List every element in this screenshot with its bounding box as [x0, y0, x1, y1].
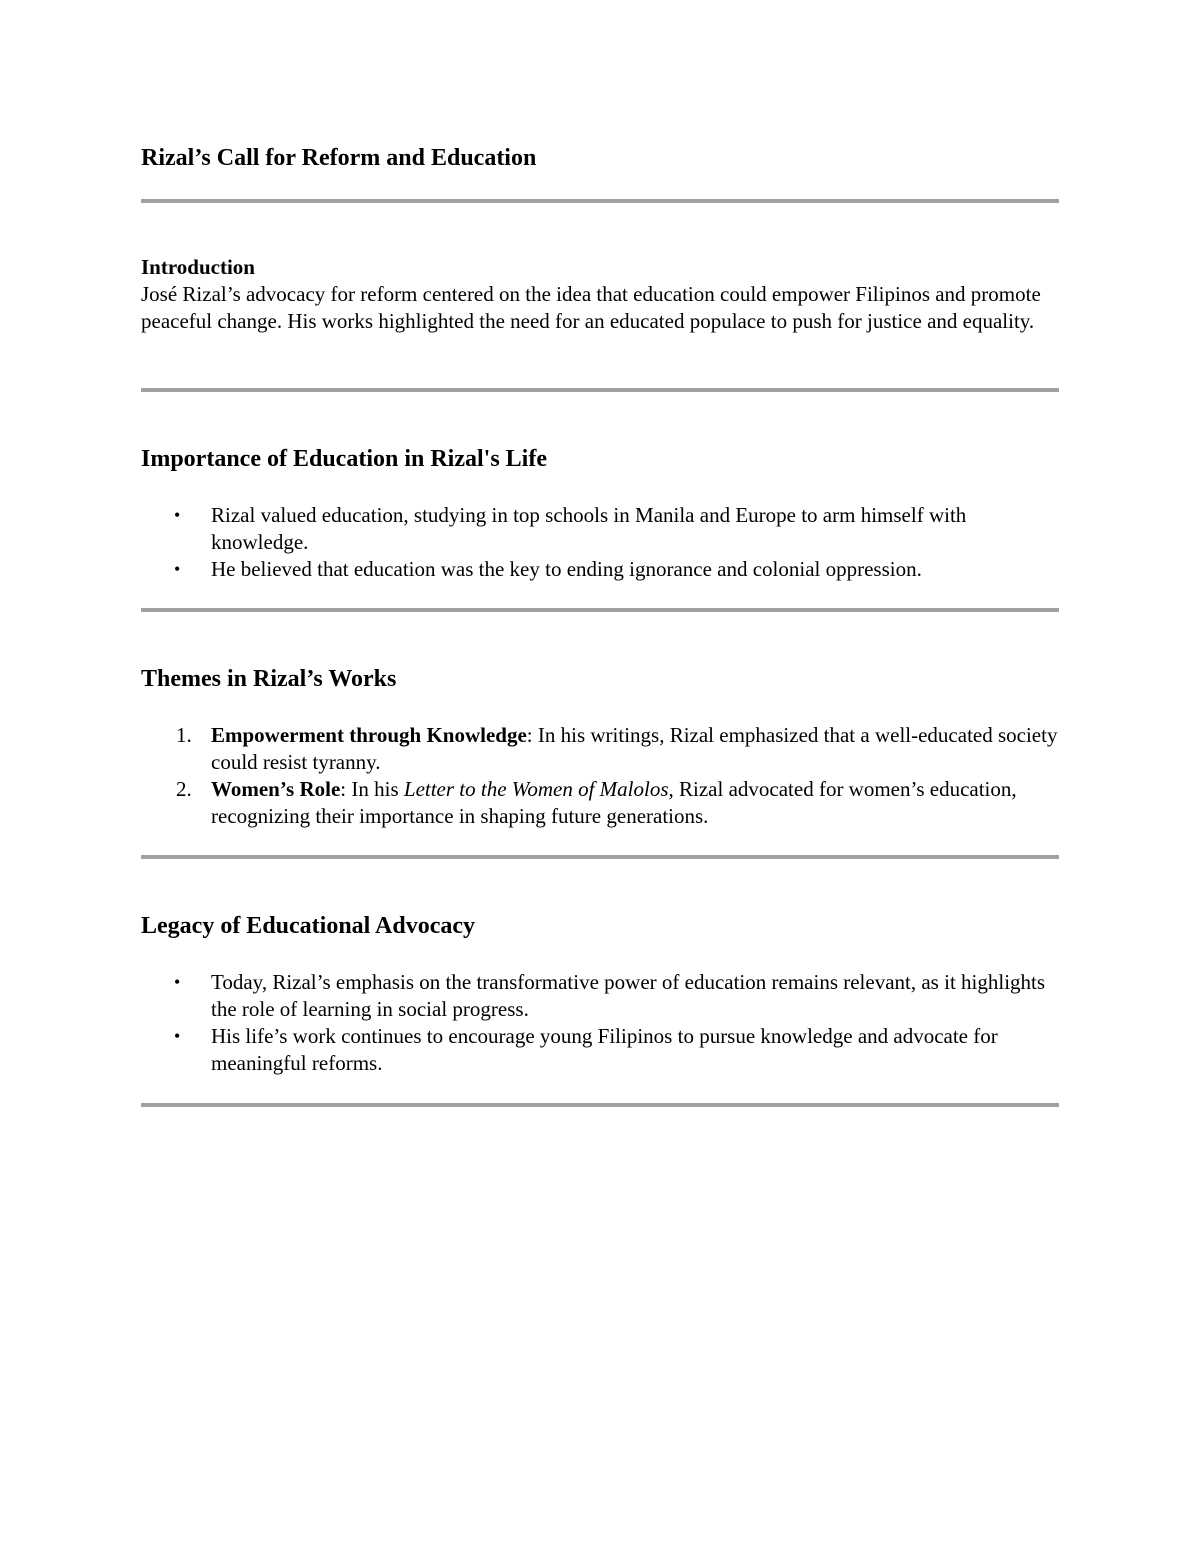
- letter-title: Letter to the Women of Malolos: [403, 777, 669, 801]
- introduction-heading: Introduction: [141, 255, 255, 279]
- list-item: [141, 1023, 1059, 1077]
- list-item-text: Today, Rizal’s emphasis on the transformative power of education remains relevant, as it highlights the role of learning in social progress.: [211, 970, 1046, 1021]
- legacy-heading: Legacy of Educational Advocacy: [141, 913, 475, 939]
- themes-numbered-list: [141, 722, 1059, 830]
- document-title: Rizal’s Call for Reform and Education: [141, 145, 537, 171]
- legacy-bullet-list: [141, 969, 1059, 1077]
- list-item-text: , Rizal advocated for women’s education, recognizing their importance in shaping future generations.: [211, 777, 1017, 828]
- horizontal-rule: [141, 199, 1059, 203]
- themes-heading: Themes in Rizal’s Works: [141, 666, 397, 692]
- list-item: [141, 722, 1059, 776]
- list-item-text: : In his writings, Rizal emphasized that a well-educated society could resist tyranny.: [211, 723, 1058, 774]
- list-item-text: His life’s work continues to encourage young Filipinos to pursue knowledge and advocate for meaningful reforms.: [211, 1024, 998, 1075]
- horizontal-rule: [141, 1103, 1059, 1107]
- bullet-icon: •: [174, 1026, 181, 1046]
- list-item-text: He believed that education was the key to ending ignorance and colonial oppression.: [211, 557, 922, 581]
- bullet-icon: •: [174, 972, 181, 992]
- horizontal-rule: [141, 388, 1059, 392]
- list-item-term: Women’s Role: [211, 777, 341, 801]
- list-item-text: Rizal valued education, studying in top schools in Manila and Europe to arm himself with knowledge.: [211, 503, 967, 554]
- horizontal-rule: [141, 855, 1059, 859]
- list-item: [141, 776, 1059, 830]
- list-item: [141, 502, 1059, 556]
- bullet-icon: •: [174, 505, 181, 525]
- importance-heading: Importance of Education in Rizal's Life: [141, 446, 547, 472]
- list-number: 1.: [176, 723, 192, 747]
- list-number: 2.: [176, 777, 192, 801]
- bullet-icon: •: [174, 559, 181, 579]
- list-item: [141, 969, 1059, 1023]
- list-item-text: : In his: [340, 777, 404, 801]
- horizontal-rule: [141, 608, 1059, 612]
- list-item-term: Empowerment through Knowledge: [211, 723, 527, 747]
- importance-bullet-list: [141, 502, 1059, 583]
- list-item: [141, 556, 1059, 583]
- introduction-paragraph: José Rizal’s advocacy for reform centered on the idea that education could empower Filipinos and promote peaceful change. His works highlighted the need for an educated populace to push for justice and equality.: [141, 282, 1041, 333]
